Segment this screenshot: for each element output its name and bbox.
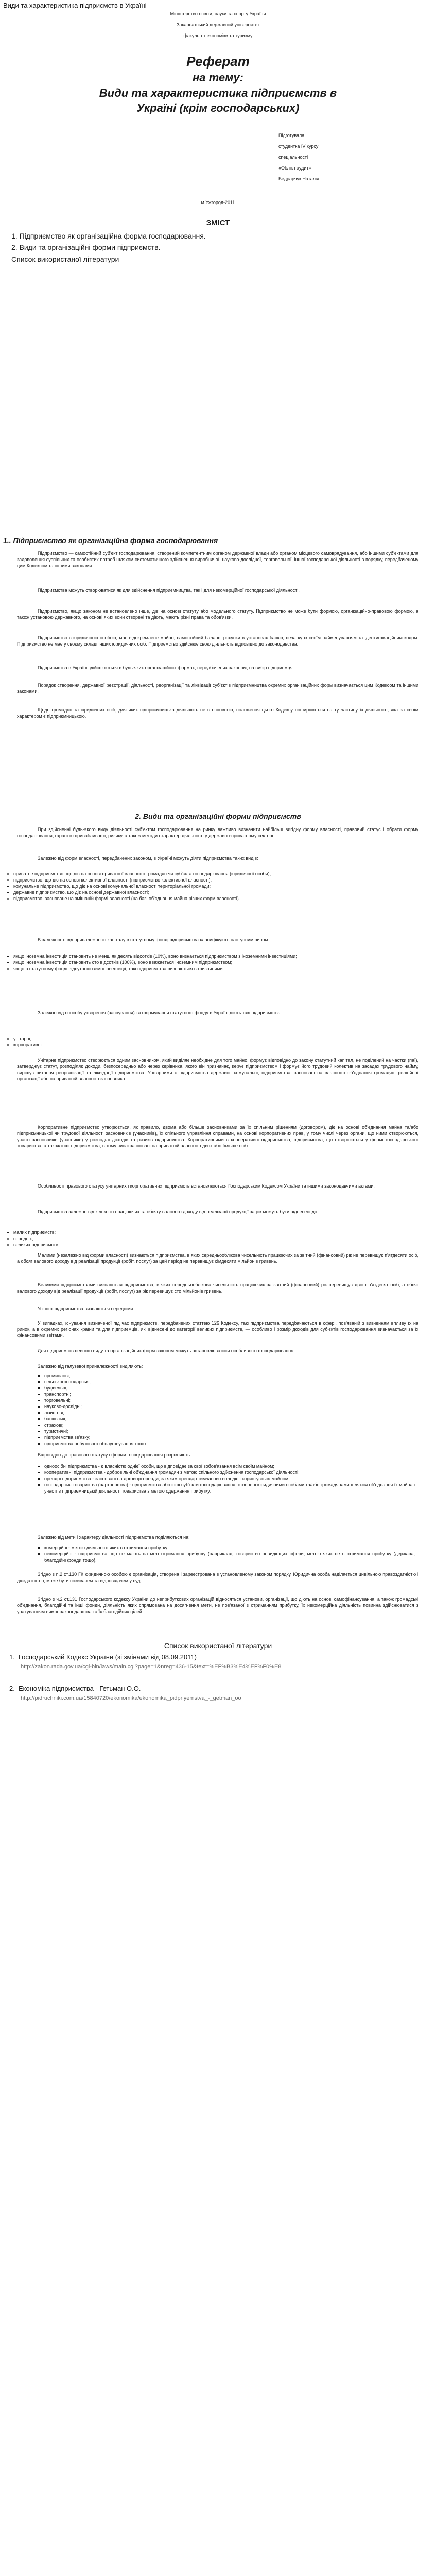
list-item: ▪ підприємства побутового обслуговування тощо. xyxy=(44,1440,415,1447)
list-item: ▪ туристичні; xyxy=(44,1428,415,1434)
size-list xyxy=(3,1229,430,1248)
s2-paragraph: Залежно від форм власності, передбачених законом, в Україні можуть діяти підприємства таких видів: xyxy=(38,856,258,861)
s2-paragraph: Особливості правового статусу унітарних і корпоративних підприємств встановлюються Господарським Кодексом України та іншими законодавчими актами. xyxy=(38,1183,375,1189)
list-item: • якщо іноземна інвестиція становить не менш як десять відсотків (10%), воно визнається підприємством з іноземними інвестиціями; xyxy=(13,953,430,959)
literature-text: Господарський Кодекс України (зі змінами від 08.09.2011) xyxy=(19,1653,197,1661)
list-item: • корпоративні. xyxy=(13,1042,430,1048)
capital-list xyxy=(3,953,430,972)
specialty-name: «Облік і аудит» xyxy=(278,165,311,171)
literature-number: 1. xyxy=(9,1653,15,1661)
list-item: • великих підприємств. xyxy=(13,1242,430,1248)
list-item: ▪ транспортні; xyxy=(44,1391,415,1397)
document-title: Види та характеристика підприємств в Україні xyxy=(3,2,147,9)
list-item: ▪ сільськогосподарські; xyxy=(44,1379,415,1385)
student-course: студентка IV курсу xyxy=(278,144,319,149)
referat-heading: Реферат xyxy=(186,54,250,69)
s1-paragraph: Щодо громадян та юридичних осіб, для яких підприємницька діяльність не є основною, положення цього Кодексу поширюються на ту частину їх діяльності, яка за своїм характером є підприємницькою. xyxy=(17,707,418,719)
list-item: • комунальне підприємство, що діє на основі комунальної власності територіальної громади; xyxy=(13,883,430,889)
literature-link[interactable]: http://zakon.rada.gov.ua/cgi-bin/laws/main.cgi?page=1&nreg=436-15&text=%EF%B3%E4%EF%F0%E8 xyxy=(21,1664,282,1670)
s2-paragraph: Відповідно до правового статусу і форми господарювання розрізняють: xyxy=(38,1452,191,1458)
faculty-line: факультет економіки та туризму xyxy=(183,33,253,38)
list-item: ▪ науково-дослідні; xyxy=(44,1403,415,1410)
s2-paragraph: В залежності від приналежності капіталу в статутному фонді підприємства класифікують наступним чином: xyxy=(38,937,270,942)
list-item: ▪ некомерційні - підприємства, що не мають на меті отримання прибутку (наприклад, товариство невидющих сфери, метою яких не є отримання прибутку (держава, благодійні фонди тощо). xyxy=(44,1551,415,1563)
literature-item xyxy=(9,1684,426,1703)
s2-paragraph: Малими (незалежно від форми власності) визнаються підприємства, в яких середньооблікова чисельність працюючих за звітний (фінансовий) рік не перевищує п'ятдесяти осіб, а обсяг валового доходу від реалізації продукції (робіт, послуг) за цей період не перевищує сімдесяти мільйонів гривень. xyxy=(17,1252,418,1264)
list-item: ▪ промислові; xyxy=(44,1372,415,1379)
s2-paragraph: Залежно від способу утворення (заснування) та формування статутного фонду в Україні діють такі підприємства: xyxy=(38,1010,282,1015)
prepared-by-label: Підготувала: xyxy=(278,133,306,138)
student-name: Бедрарчук Наталія xyxy=(278,176,319,181)
list-item: • середніх; xyxy=(13,1235,430,1242)
list-item: • приватне підприємство, що діє на основі приватної власності громадян чи суб'єкта господарювання (юридичної особи); xyxy=(13,871,430,877)
list-item: • підприємство, засноване на змішаній формі власності (на базі об'єднання майна різних форм власності). xyxy=(13,895,430,902)
s2-paragraph: Великими підприємствами визнаються підприємства, в яких середньооблікова чисельність працюючих за звітний (фінансовий) рік перевищує двісті п'ятдесят осіб, а обсяг валового доходу від реалізації продукції (робіт, послуг) за рік перевищує сто мільйонів гривень. xyxy=(17,1282,418,1294)
founding-list xyxy=(3,1036,430,1048)
toc-item-2[interactable]: 2. Види та організаційні форми підприємств. xyxy=(11,243,161,251)
legal-form-list xyxy=(37,1463,415,1494)
list-item: • унітарні; xyxy=(13,1036,430,1042)
toc-heading: ЗМІСТ xyxy=(206,218,230,227)
s1-paragraph: Підприємство є юридичною особою, має відокремлене майно, самостійний баланс, рахунки в установах банків, печатку із своїм найменуванням та ідентифікаційним кодом. Підприємство не має у своєму складі інших юридичних осіб. Підприємство здійснює свою діяльність відповідно до законодавства. xyxy=(17,635,418,647)
s2-paragraph: Залежно від галузевої приналежності виділяють: xyxy=(38,1364,143,1369)
list-item: • якщо іноземна інвестиція становить сто відсотків (100%), воно вважається іноземним підприємством; xyxy=(13,959,430,965)
topic-label: на тему: xyxy=(193,71,243,84)
s1-paragraph: Порядок створення, державної реєстрації, діяльності, реорганізації та ліквідації суб'єктів підприємництва окремих організаційних форм визначається цим Кодексом та іншими законами. xyxy=(17,683,418,694)
list-item: ▪ торговельні; xyxy=(44,1397,415,1403)
list-item: • державне підприємство, що діє на основі державної власності; xyxy=(13,889,430,895)
s2-paragraph: У випадках, існування визначеної під час підприємств, передбачених статтею 126 Кодексу, такі підприємства передбачаються в сфері, пов'язаній з вивченням впливу їх на ринок, а в окремих регіонах країни та для підприємців, які віднесені до категорії великих підприємств, — особливо і розмір доходів для суб'єктів господарювання визначається за їх фінансовими звітами. xyxy=(17,1320,418,1338)
section-1-heading: 1.. Підприємство як організаційна форма господарювання xyxy=(3,536,218,545)
s2-paragraph: Корпоративне підприємство утворюється, як правило, двома або більше засновниками за їх спільним рішенням (договором), діє на основі об'єднання майна та/або підприємницької чи трудової діяльності засновників (учасників), їх спільного управління справами, на основі корпоративних прав, у тому числі через органи, що ними створюються, участі засновників (учасників) у розподілі доходів та ризиків підприємства. Корпоративними є кооперативні підприємства, підприємства, що створюються у формі господарського товариства, а також інші підприємства, в тому числі засновані на приватній власності двох або більше осіб. xyxy=(17,1125,418,1148)
s1-paragraph: Підприємства можуть створюватися як для здійснення підприємництва, так і для некомерційної господарської діяльності. xyxy=(38,588,300,593)
literature-link[interactable]: http://pidruchniki.com.ua/15840720/ekonomika/ekonomika_pidpriyemstva_-_getman_oo xyxy=(21,1695,241,1701)
topic-line-1: Види та характеристика підприємств в xyxy=(99,87,337,99)
industry-list xyxy=(37,1372,415,1447)
ownership-types-list xyxy=(3,871,430,902)
list-item: ▪ будівельні; xyxy=(44,1385,415,1391)
specialty-label: спеціальності xyxy=(278,155,308,160)
s2-paragraph: Унітарне підприємство створюється одним засновником, який виділяє необхідне для того майно, формує відповідно до закону статутний капітал, не поділений на частки (паї), затверджує статут, розподіляє доходи, безпосередньо або через керівника, якого він призначає, керує підприємством і формує його трудовий колектив на засадах трудового найму, вирішує питання реорганізації та ліквідації підприємства. Унітарними є підприємства державні, комунальні, підприємства, засновані на власності об'єднання громадян, релігійної організації або на приватній власності засновника. xyxy=(17,1058,418,1081)
list-item: • підприємство, що діє на основі колективної власності (підприємство колективної власності); xyxy=(13,877,430,883)
s2-paragraph: Для підприємств певного виду та організаційних форм законом можуть встановлюватися особливості господарювання. xyxy=(38,1348,295,1353)
s1-paragraph: Підприємство — самостійний суб'єкт господарювання, створений компетентним органом державної влади або органом місцевого самоврядування, або іншими суб'єктами для задоволення суспільних та особистих потреб шляхом систематичного здійснення виробничої, науково-дослідної, торговельної, іншої господарської діяльності в порядку, передбаченому цим Кодексом та іншими законами. xyxy=(17,551,418,568)
purpose-list xyxy=(37,1545,415,1563)
list-item: ▪ кооперативні підприємства - добровільні об'єднання громадян з метою спільного здійснення господарської діяльності; xyxy=(44,1469,415,1476)
topic-line-2: Україні (крім господарських) xyxy=(136,101,300,114)
city-year: м.Ужгород-2011 xyxy=(201,200,235,205)
s1-paragraph: Підприємства в Україні здійснюються в будь-яких організаційних формах, передбачених законом, на вибір підприємця. xyxy=(38,665,294,670)
list-item: ▪ лізингові; xyxy=(44,1410,415,1416)
literature-item xyxy=(9,1652,426,1671)
s2-paragraph: При здійсненні будь-якого виду діяльності суб'єктом господарювання на ринку важливо визначити найбільш вигідну форму власності, правовий статус і обрати форму господарювання, гарантію привабливості, ризику, а також методи і характер діяльності у державно-приватному секторі. xyxy=(17,827,418,838)
s2-paragraph: Усі інші підприємства визнаються середніми. xyxy=(38,1306,134,1311)
list-item: • малих підприємств; xyxy=(13,1229,430,1235)
list-item: ▪ орендні підприємства - засновані на договорі оренди, за яким орендар тимчасово володіє і користується майном; xyxy=(44,1476,415,1482)
university-line: Закарпатський державний університет xyxy=(176,22,260,27)
ministry-line: Міністерство освіти, науки та спорту України xyxy=(170,11,266,16)
s2-paragraph: Залежно від мети і характеру діяльності підприємства поділяються на: xyxy=(38,1535,190,1540)
s2-paragraph: Згідно з ч.2 ст.131 Господарського кодексу України до неприбуткових організацій відносяться установи, організації, що діють на основі самофінансування, а також громадські об'єднання, благодійні та інші фонди, діяльність яких спрямована на досягнення мети, не пов'язаної з отриманням прибутку, їх некомерційна діяльність повинна здійснюватися з урахуванням вимог законодавства та їх благодійних цілей. xyxy=(17,1597,418,1614)
literature-number: 2. xyxy=(9,1685,15,1692)
list-item: ▪ страхові; xyxy=(44,1422,415,1428)
list-item: ▪ банківські; xyxy=(44,1416,415,1422)
literature-heading: Список використаної літератури xyxy=(164,1641,272,1650)
list-item: ▪ комерційні - метою діяльності яких є отримання прибутку; xyxy=(44,1545,415,1551)
section-2-heading: 2. Види та організаційні форми підприємств xyxy=(135,812,301,820)
list-item: ▪ господарські товариства (партнерства) - підприємства або інші суб'єкти господарювання, створені юридичними особами та/або громадянами шляхом об'єднання їх майна і участі в підприємницькій діяльності товариства з метою одержання прибутку. xyxy=(44,1482,415,1494)
list-item: • якщо в статутному фонді відсутні іноземні інвестиції, такі підприємства визнаються вітчизняними. xyxy=(13,965,430,972)
literature-text: Економіка підприємства - Гетьман О.О. xyxy=(19,1685,141,1692)
s1-paragraph: Підприємство, якщо законом не встановлено інше, діє на основі статуту або модельного статуту. Підприємство не може бути формою, організаційно-правовою формою, а також установою державного, на основі яких вони створені та діють, мають різні права та обов'язки. xyxy=(17,608,418,620)
list-item: ▪ одноосібні підприємства - є власністю однієї особи, що відповідає за свої зобов'язання всім своїм майном; xyxy=(44,1463,415,1469)
s2-paragraph: Підприємства залежно від кількості працюючих та обсягу валового доходу від реалізації продукції за рік можуть бути віднесені до: xyxy=(38,1209,319,1214)
s2-paragraph: Згідно з п.2 ст.130 ГК юридичною особою є організація, створена і зареєстрована в установленому законом порядку. Юридична особа наділяється цивільною правоздатністю і дієздатністю, може бути позивачем та відповідачем у суді. xyxy=(17,1572,418,1583)
toc-item-3[interactable]: Список використаної літератури xyxy=(11,255,119,263)
list-item: ▪ підприємства зв'язку; xyxy=(44,1434,415,1440)
toc-item-1[interactable]: 1. Підприємство як організаційна форма господарювання. xyxy=(11,232,206,240)
